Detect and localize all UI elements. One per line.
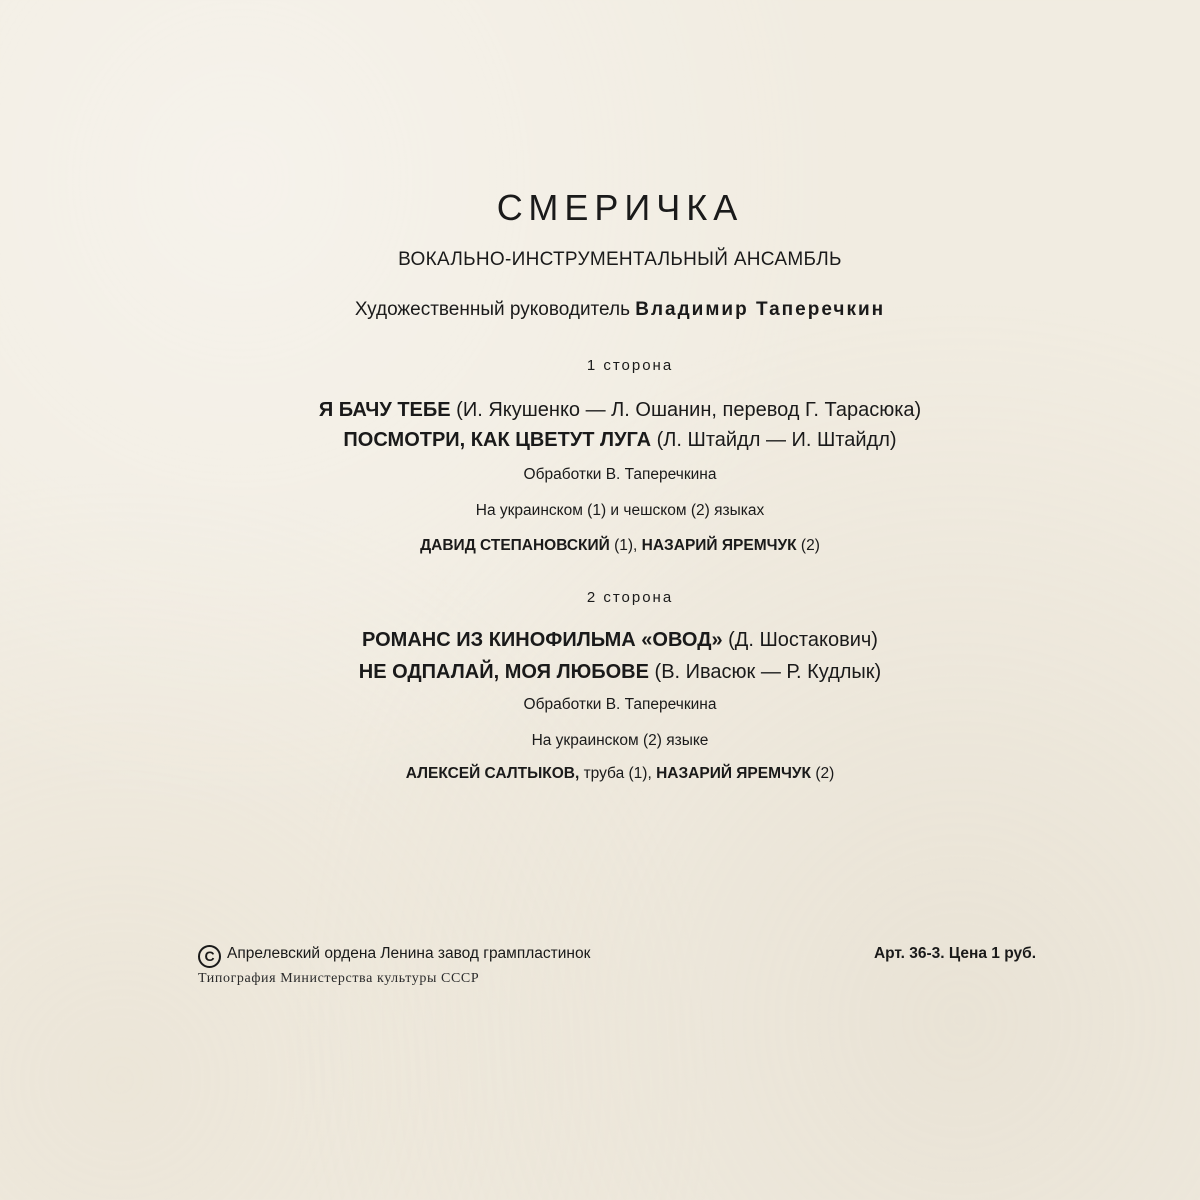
side-1-languages: На украинском (1) и чешском (2) языках (475, 502, 765, 519)
director-label: Художественный руководитель (354, 299, 630, 320)
track-credits: (И. Якушенко — Л. Ошанин, перевод Г. Тарасюка) (456, 399, 922, 421)
performer-note: труба (1), (579, 765, 657, 782)
side-2-arrangement: Обработки В. Таперечкина (523, 696, 717, 713)
album-title: СМЕРИЧКА (496, 187, 744, 228)
ensemble-type: ВОКАЛЬНО-ИНСТРУМЕНТАЛЬНЫЙ АНСАМБЛЬ (398, 249, 842, 270)
track-credits: (Л. Штайдл — И. Штайдл) (656, 429, 897, 451)
track-title: Я БАЧУ ТЕБЕ (318, 399, 451, 421)
track-credits: (Д. Шостакович) (728, 629, 878, 651)
artistic-director (0, 300, 1200, 319)
side-1-track-1 (0, 400, 1200, 420)
side-2-track-2 (0, 662, 1200, 682)
track-title: ПОСМОТРИ, КАК ЦВЕТУТ ЛУГА (343, 429, 652, 451)
performer-name: НАЗАРИЙ ЯРЕМЧУК (656, 765, 812, 782)
manufacturer-name: Апрелевский ордена Ленина завод грампластинок (227, 945, 591, 962)
performer-note: (2) (811, 765, 835, 782)
performer-note: (1), (609, 537, 642, 554)
performer-note: (2) (796, 537, 820, 554)
side-2-languages: На украинском (2) языке (531, 732, 709, 749)
director-name: Владимир Таперечкин (635, 299, 886, 320)
side-1-performers (0, 538, 1200, 554)
side-2-label: 2 сторона (586, 589, 674, 606)
side-2-performers (0, 766, 1200, 782)
track-title: НЕ ОДПАЛАЙ, МОЯ ЛЮБОВЕ (358, 661, 649, 683)
copyright-icon: C (198, 945, 221, 968)
performer-name: НАЗАРИЙ ЯРЕМЧУК (641, 537, 797, 554)
performer-name: АЛЕКСЕЙ САЛТЫКОВ, (405, 765, 580, 782)
side-1-track-2 (0, 430, 1200, 450)
printer-line: Типография Министерства культуры СССР (198, 971, 480, 986)
track-credits: (В. Ивасюк — Р. Кудлык) (654, 661, 882, 683)
side-2-track-1 (0, 630, 1200, 650)
performer-name: ДАВИД СТЕПАНОВСКИЙ (420, 537, 610, 554)
manufacturer-line (198, 945, 590, 968)
catalog-price: Арт. 36-3. Цена 1 руб. (873, 945, 1036, 962)
side-1-arrangement: Обработки В. Таперечкина (523, 466, 717, 483)
side-1-label: 1 сторона (586, 357, 674, 374)
track-title: РОМАНС ИЗ КИНОФИЛЬМА «ОВОД» (362, 629, 723, 651)
